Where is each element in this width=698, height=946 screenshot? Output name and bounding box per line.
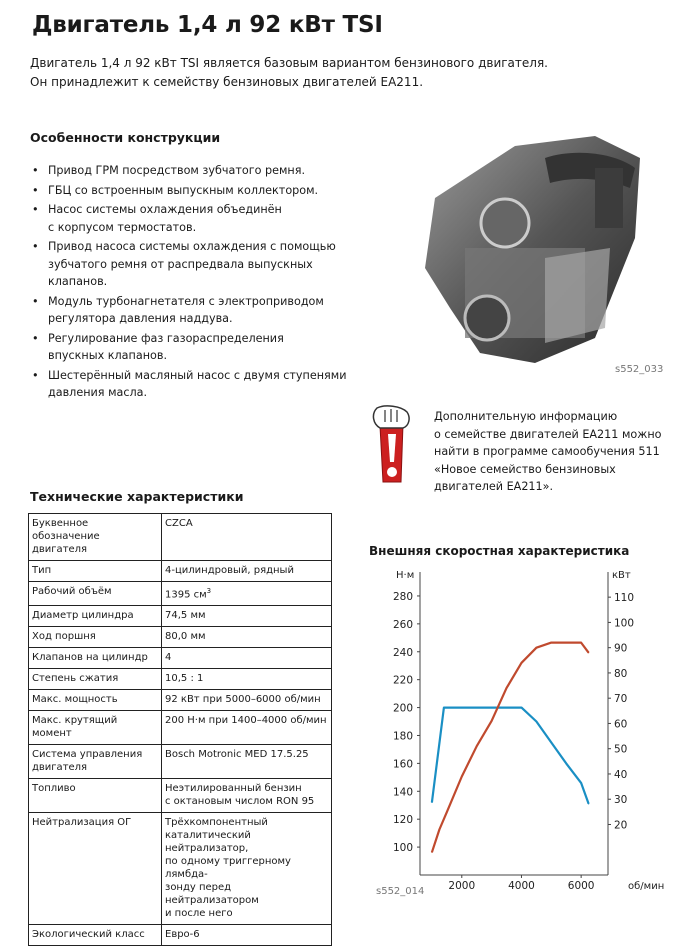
spec-value-text: 74,5 мм [165,610,206,622]
chart-ytick-label-left: 260 [392,618,413,631]
chart-point [588,652,589,653]
feature-text: Шестерённый масляный насос с двумя ступенями давления масла. [48,368,347,399]
chart-ytick-label-right: 80 [614,667,628,680]
bullet-icon: • [32,294,39,308]
engine-image [395,128,670,368]
spec-value [162,514,332,561]
spec-value-text: CZCA [165,518,193,529]
feature-item [30,367,360,402]
chart-point [551,742,552,743]
feature-item [30,238,360,291]
chart-ytick-label-left: 200 [392,702,413,715]
chart-point [581,642,582,643]
spec-key: Рабочий объём [29,582,162,606]
table-row [29,925,332,946]
bullet-icon: • [32,240,39,253]
bullet-icon: • [32,183,39,197]
chart-ytick-label-right: 110 [614,592,635,605]
spec-value [162,690,332,711]
feature-item [30,162,360,180]
chart-ytick-label-left: 280 [392,590,413,603]
spec-value [162,813,332,925]
info-line: «Новое семейство бензиновых [434,462,616,476]
chart-ylabel-left: Н·м [396,570,415,581]
chart-xtick-label: 6000 [567,880,595,892]
chart-point [491,707,492,708]
table-row [29,648,332,669]
pulley-shape [465,296,509,340]
feature-text: Привод ГРМ посредством зубчатого ремня. [48,164,306,177]
spec-value [162,925,332,946]
chart-ytick-label-right: 90 [614,642,628,655]
chart-point [431,802,432,803]
spec-value [162,711,332,745]
spec-key: Буквенное обозначение двигателя [29,514,162,561]
spec-key: Ход поршня [29,627,162,648]
chart-point [536,721,537,722]
chart-caption: s552_014 [376,886,425,897]
chart-xlabel: об/мин [628,881,665,892]
spec-value-text: 1395 см [165,589,207,601]
table-row [29,627,332,648]
chart-ytick-label-left: 140 [392,786,413,799]
chart-ytick-label-left: 160 [392,758,413,771]
chart-ytick-label-right: 40 [614,768,628,781]
chart-ytick-label-left: 240 [392,646,413,659]
turbo-shape [481,199,529,247]
info-line: о семействе двигателей EA211 можно [434,427,662,441]
table-row [29,582,332,606]
spec-value [162,669,332,690]
spec-key: Диаметр цилиндра [29,606,162,627]
info-line: Дополнительную информацию [434,410,618,423]
chart-point [461,776,462,777]
feature-item [30,293,360,328]
chart-ytick-label-left: 220 [392,674,413,687]
chart-point [581,782,582,783]
spec-value-text: 92 кВт при 5000–6000 об/мин [165,694,321,706]
chart-ytick-label-right: 50 [614,743,628,756]
spec-value [162,648,332,669]
spec-value-text: Bosch Motronic MED 17.5.25 [165,749,309,761]
bullet-icon: • [32,164,39,177]
feature-text: Насос системы охлаждения объединён с корпусом термостатов. [48,203,282,234]
chart-point [446,811,447,812]
chart-point [443,707,444,708]
chart-point [439,829,440,830]
feature-text: Регулирование фаз газораспределения впускных клапанов. [48,331,284,362]
info-hand-icon [365,404,420,486]
chart-title: Внешняя скоростная характеристика [369,544,630,558]
block-side-shape [545,248,610,343]
page-title: Двигатель 1,4 л 92 кВт TSI [32,12,383,38]
chart-point [566,763,567,764]
spec-value [162,582,332,606]
intro-line: Он принадлежит к семейству бензиновых двигателей EA211. [30,75,424,89]
info-line: найти в программе самообучения 511 [434,445,660,458]
spec-value-text: 10,5 : 1 [165,673,204,685]
feature-text: Модуль турбонагнетателя с электроприводом регулятора давления наддува. [48,294,324,325]
spec-key: Степень сжатия [29,669,162,690]
chart-ytick-label-left: 180 [392,730,413,743]
chart-series-line-power [432,643,589,853]
chart-point [551,642,552,643]
spec-value-text: 4 [165,652,172,664]
bullet-icon: • [32,203,39,216]
spec-value-text: Неэтилированный бензин с октановым числом RON 95 [165,783,315,808]
bullet-icon: • [32,331,39,345]
spec-value [162,606,332,627]
chart-point [491,720,492,721]
spec-key: Система управления двигателя [29,745,162,779]
spec-key: Макс. крутящий момент [29,711,162,745]
spec-value [162,627,332,648]
spec-value-text: 4-цилиндровый, рядный [165,565,294,576]
chart-ylabel-right: кВт [612,570,631,581]
table-row [29,690,332,711]
specs-heading: Технические характеристики [30,489,244,504]
info-box-text [434,408,661,496]
chart-point [461,707,462,708]
spec-value [162,745,332,779]
spec-value-text: Трёхкомпонентный каталитический нейтрализатор, по одному триггерному лямбда- зонду перед нейтрализатором и после него [165,817,291,920]
info-line: двигателей EA211». [434,480,554,493]
chart-ytick-label-left: 120 [392,814,413,827]
table-row [29,514,332,561]
features-list [30,162,360,404]
chart-xtick-label: 2000 [448,880,476,892]
spec-value [162,779,332,813]
chart-ytick-label-right: 20 [614,819,628,832]
bullet-icon: • [32,368,39,382]
feature-item [30,330,360,365]
table-row [29,669,332,690]
throttle-shape [595,168,623,228]
feature-text: Привод насоса системы охлаждения с помощью зубчатого ремня от распредвала выпускных клапанов. [48,240,336,288]
chart-ytick-label-right: 60 [614,718,628,731]
chart-point [431,852,432,853]
spec-key: Нейтрализация ОГ [29,813,162,925]
chart-point [506,687,507,688]
spec-value-superscript: 3 [206,587,212,595]
spec-key: Тип [29,561,162,582]
spec-key: Экологический класс [29,925,162,946]
spec-key: Клапанов на цилиндр [29,648,162,669]
chart-point [521,662,522,663]
chart-ytick-label-left: 100 [392,842,413,855]
feature-item [30,182,360,200]
feature-text: ГБЦ со встроенным выпускным коллектором. [48,183,319,197]
table-row [29,711,332,745]
table-row [29,813,332,925]
spec-value [162,561,332,582]
spec-value-text: 80,0 мм [165,631,206,643]
table-row [29,561,332,582]
table-row [29,779,332,813]
chart-point [476,746,477,747]
table-row [29,745,332,779]
chart-ytick-label-right: 30 [614,794,628,807]
chart-xtick-label: 4000 [508,880,535,892]
chart-point [521,707,522,708]
intro-line: Двигатель 1,4 л 92 кВт TSI является базовым вариантом бензинового двигателя. [30,56,548,70]
feature-item [30,201,360,236]
specs-table [28,513,332,946]
chart-ytick-label-right: 100 [614,617,635,630]
chart-ytick-label-right: 70 [614,693,628,706]
speed-characteristic-chart [360,540,680,900]
chart-point [566,642,567,643]
chart-point [536,647,537,648]
spec-value-text: 200 Н·м при 1400–4000 об/мин [165,715,327,727]
chart-point [588,803,589,804]
table-row [29,606,332,627]
features-heading: Особенности конструкции [30,130,221,145]
spec-key: Топливо [29,779,162,813]
intro-text [30,54,548,92]
engine-image-caption: s552_033 [615,364,664,375]
spec-value-text: Евро-6 [165,929,200,941]
spec-key: Макс. мощность [29,690,162,711]
